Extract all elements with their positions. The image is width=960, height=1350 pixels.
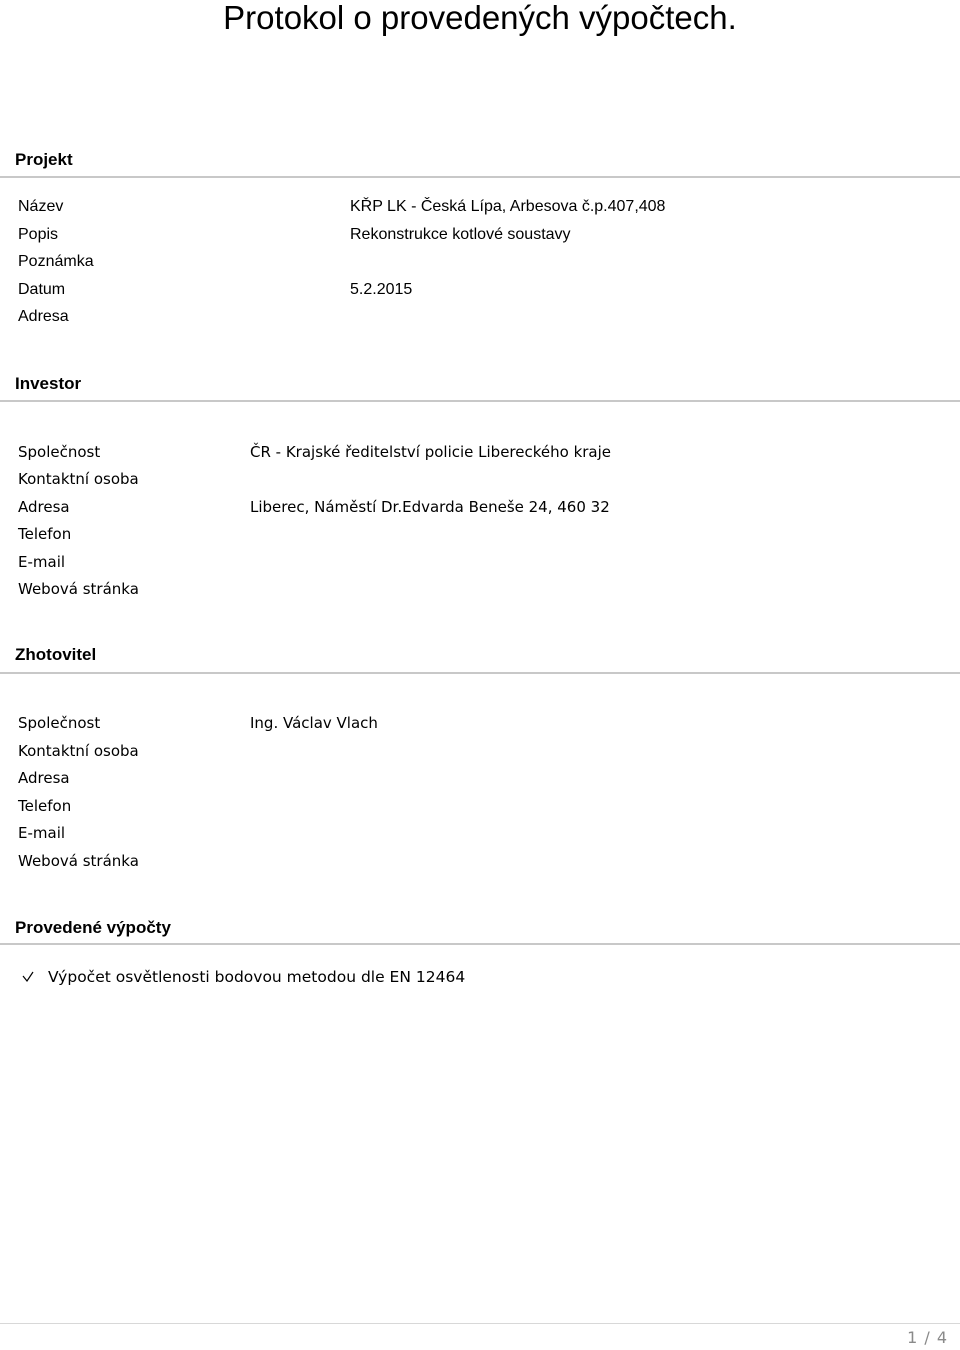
section-divider — [0, 672, 960, 674]
projekt-label-adresa: Adresa — [18, 308, 69, 325]
investor-label-kontaktni-osoba: Kontaktní osoba — [18, 470, 139, 488]
section-divider — [0, 176, 960, 178]
investor-label-adresa: Adresa — [18, 498, 70, 516]
section-heading-zhotovitel: Zhotovitel — [15, 645, 97, 664]
section-heading-provedene-vypocty: Provedené výpočty — [15, 918, 171, 937]
footer-divider — [0, 1323, 960, 1324]
section-divider — [0, 943, 960, 945]
projekt-value-popis: Rekonstrukce kotlové soustavy — [350, 226, 571, 243]
section-divider — [0, 400, 960, 402]
projekt-label-popis: Popis — [18, 226, 59, 243]
investor-label-telefon: Telefon — [18, 525, 72, 543]
investor-label-spolecnost: Společnost — [18, 443, 101, 461]
zhotovitel-label-webova-stranka: Webová stránka — [18, 852, 139, 870]
projekt-value-datum: 5.2.2015 — [350, 281, 413, 298]
zhotovitel-label-adresa: Adresa — [18, 769, 70, 787]
zhotovitel-label-kontaktni-osoba: Kontaktní osoba — [18, 742, 139, 760]
checkmark-icon — [22, 971, 34, 983]
projekt-label-datum: Datum — [18, 281, 66, 298]
calculation-list-item — [22, 968, 465, 986]
projekt-label-nazev: Název — [18, 198, 64, 215]
investor-label-email: E-mail — [18, 553, 66, 571]
section-heading-projekt: Projekt — [15, 150, 73, 169]
zhotovitel-label-telefon: Telefon — [18, 797, 72, 815]
zhotovitel-label-spolecnost: Společnost — [18, 714, 101, 732]
page-title: Protokol o provedených výpočtech. — [223, 0, 737, 36]
zhotovitel-value-spolecnost: Ing. Václav Vlach — [250, 714, 378, 732]
investor-label-webova-stranka: Webová stránka — [18, 580, 139, 598]
zhotovitel-label-email: E-mail — [18, 824, 66, 842]
calculation-label: Výpočet osvětlenosti bodovou metodou dle EN 12464 — [48, 968, 466, 986]
projekt-label-poznamka: Poznámka — [18, 253, 94, 270]
section-heading-investor: Investor — [15, 374, 82, 393]
investor-value-adresa: Liberec, Náměstí Dr.Edvarda Beneše 24, 460 32 — [250, 498, 610, 516]
page-number: 1 / 4 — [907, 1328, 948, 1347]
investor-value-spolecnost: ČR - Krajské ředitelství policie Libereckého kraje — [250, 443, 612, 461]
projekt-value-nazev: KŘP LK - Česká Lípa, Arbesova č.p.407,408 — [350, 198, 666, 215]
